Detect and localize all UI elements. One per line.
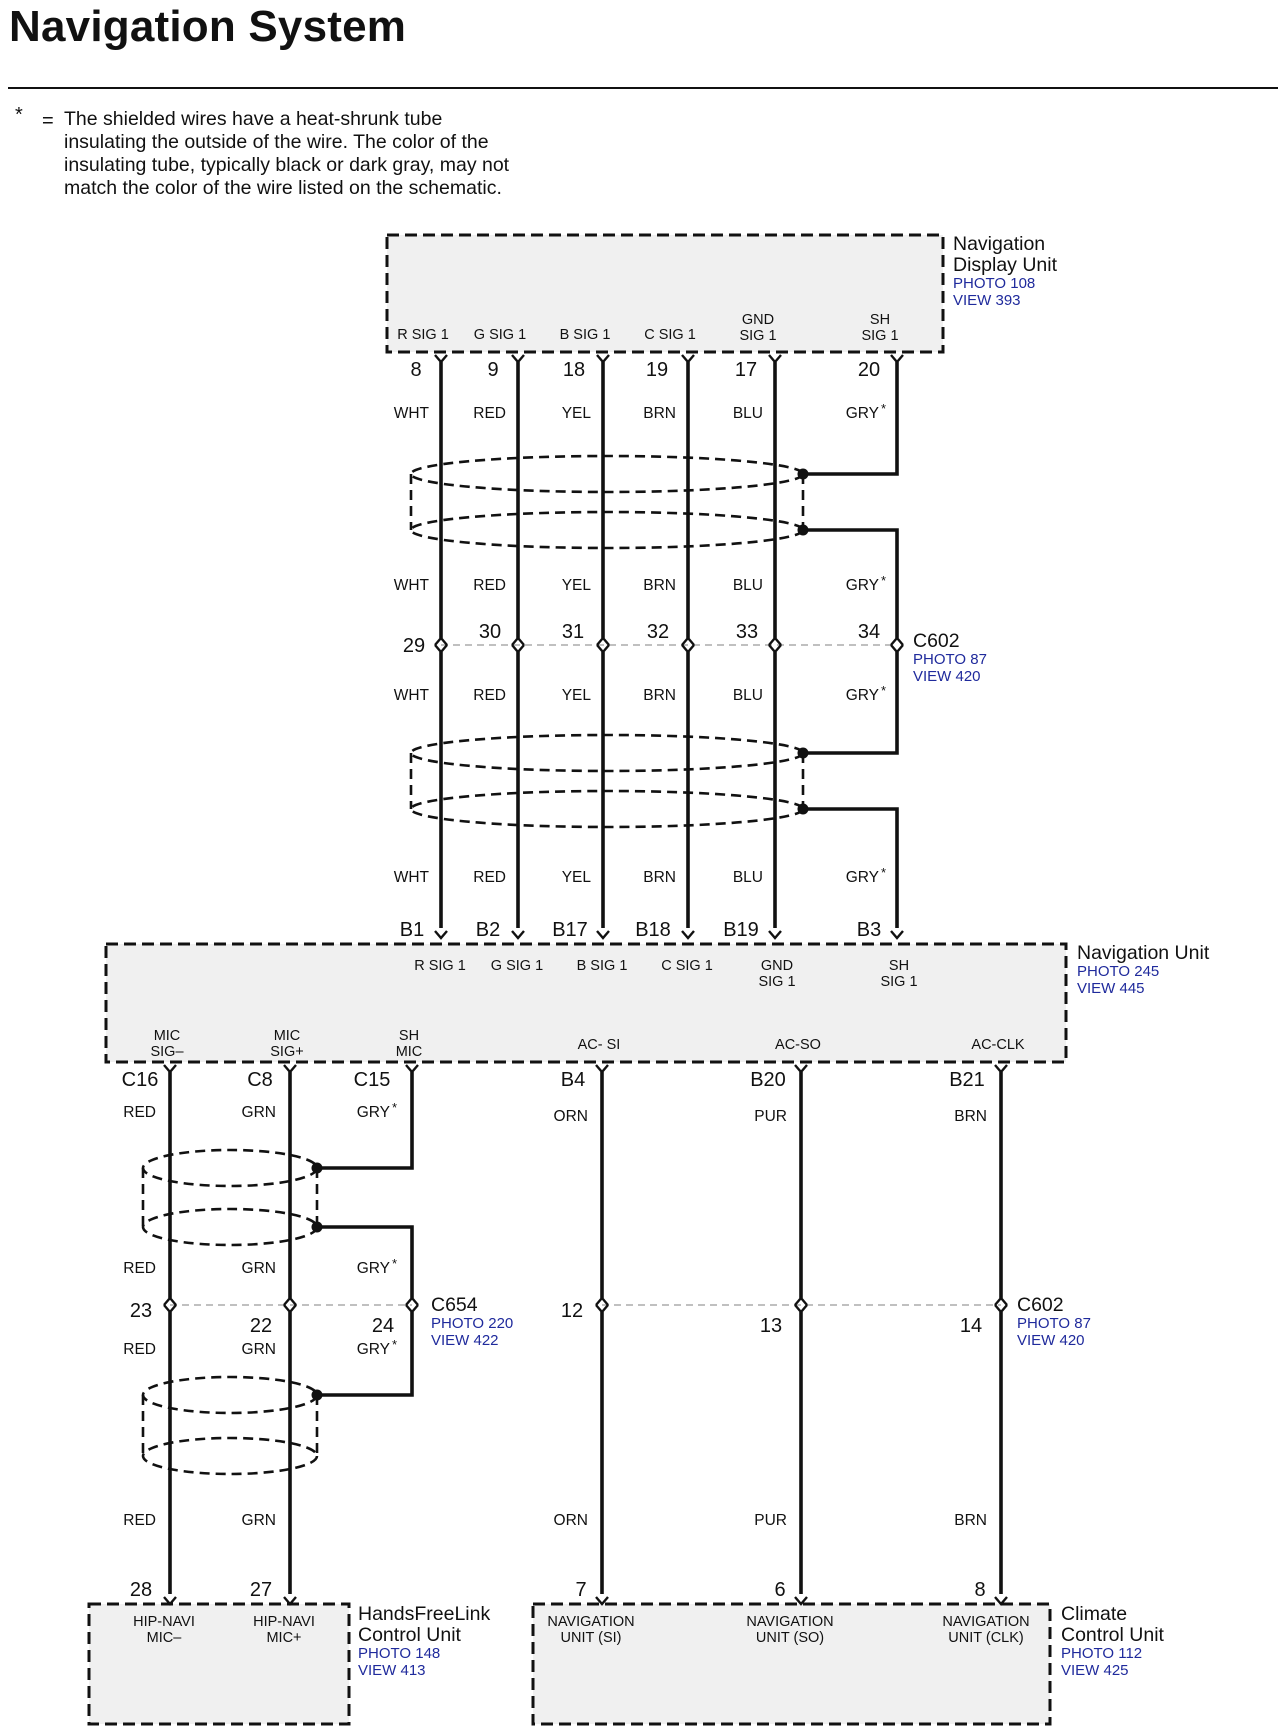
wire-color-label: RED — [123, 1104, 156, 1121]
component-name: Navigation — [953, 233, 1046, 255]
terminal-symbol — [284, 1065, 296, 1072]
pin-signal-label: MIC+ — [266, 1630, 302, 1646]
wire-color-label: RED — [473, 405, 506, 422]
component-view-ref: VIEW 413 — [358, 1662, 426, 1679]
terminal-symbol — [597, 931, 609, 938]
terminal-symbol — [682, 638, 694, 645]
wire-color-label: RED — [123, 1341, 156, 1358]
terminal-symbol — [284, 1305, 296, 1312]
wire-color-label: GRY — [845, 577, 879, 594]
shield-note-marker: * — [881, 401, 887, 416]
terminal-symbol — [512, 638, 524, 645]
pin-signal-label: UNIT (SO) — [755, 1630, 825, 1646]
pin-signal-label: NAVIGATION — [746, 1614, 834, 1630]
pin-signal-label: B SIG 1 — [576, 958, 628, 974]
component-photo-ref: PHOTO 245 — [1077, 963, 1160, 980]
wire-color-label: YEL — [561, 405, 591, 422]
component-name: HandsFreeLink — [358, 1603, 491, 1625]
shield-ellipse — [411, 456, 803, 492]
wire-color-label: RED — [473, 869, 506, 886]
terminal-symbol — [435, 931, 447, 938]
terminal-symbol — [406, 1305, 418, 1312]
pin-number: B3 — [856, 919, 882, 941]
terminal-symbol — [597, 355, 609, 362]
wire-color-label: WHT — [393, 869, 429, 886]
shield-drain-wire — [803, 472, 897, 474]
shield-note-marker: * — [392, 1100, 398, 1115]
terminal-symbol — [435, 355, 447, 362]
pin-signal-label: HIP-NAVI — [253, 1614, 315, 1630]
terminal-symbol — [164, 1298, 176, 1305]
component-view-ref: VIEW 445 — [1077, 980, 1145, 997]
terminal-symbol — [512, 931, 524, 938]
pin-signal-label: C SIG 1 — [644, 327, 696, 343]
pin-signal-label: GND — [760, 958, 794, 974]
wire-color-label: GRN — [241, 1341, 276, 1358]
shield-note-line: The shielded wires have a heat-shrunk tube — [64, 108, 443, 130]
pin-signal-label: NAVIGATION — [547, 1614, 635, 1630]
terminal-symbol — [164, 1305, 176, 1312]
wire-color-label: YEL — [561, 687, 591, 704]
pin-signal-label: SIG 1 — [880, 974, 918, 990]
wire-color-label: GRY — [356, 1341, 390, 1358]
shield-note-marker: * — [881, 865, 887, 880]
terminal-symbol — [435, 638, 447, 645]
pin-signal-label: R SIG 1 — [397, 327, 449, 343]
pin-number: B20 — [750, 1069, 786, 1091]
pin-signal-label: B SIG 1 — [559, 327, 611, 343]
pin-signal-label: MIC — [273, 1028, 301, 1044]
shield-note-marker: * — [881, 683, 887, 698]
pin-number: 8 — [410, 359, 422, 381]
connector-view-ref: VIEW 420 — [913, 668, 981, 685]
terminal-symbol — [891, 931, 903, 938]
terminal-symbol — [596, 1065, 608, 1072]
pin-signal-label: AC-CLK — [971, 1037, 1025, 1053]
pin-number: C16 — [121, 1069, 159, 1091]
pin-signal-label: SIG 1 — [739, 328, 777, 344]
terminal-symbol — [512, 645, 524, 652]
pin-number: 8 — [974, 1579, 986, 1601]
pin-number: B19 — [723, 919, 759, 941]
terminal-symbol — [769, 645, 781, 652]
pin-signal-label: HIP-NAVI — [133, 1614, 195, 1630]
wire-color-label: BLU — [732, 869, 763, 886]
terminal-symbol — [995, 1065, 1007, 1072]
component-view-ref: VIEW 393 — [953, 292, 1021, 309]
wire-color-label: WHT — [393, 577, 429, 594]
pin-number: 18 — [562, 359, 586, 381]
pin-number: 31 — [561, 621, 585, 643]
wire-color-label: RED — [473, 577, 506, 594]
component-name: Control Unit — [358, 1624, 461, 1646]
shield-drain-dot — [312, 1222, 323, 1233]
terminal-symbol — [769, 931, 781, 938]
pin-signal-label: C SIG 1 — [661, 958, 713, 974]
wire-color-label: BRN — [643, 577, 676, 594]
wire-color-label: WHT — [393, 405, 429, 422]
terminal-symbol — [682, 355, 694, 362]
pin-signal-label: UNIT (CLK) — [948, 1630, 1024, 1646]
pin-signal-label: R SIG 1 — [414, 958, 466, 974]
shield-note-symbol: * — [15, 104, 23, 126]
wire-color-label: GRY — [356, 1260, 390, 1277]
pin-signal-label: UNIT (SI) — [560, 1630, 622, 1646]
component-photo-ref: PHOTO 108 — [953, 275, 1036, 292]
pin-number: C8 — [247, 1069, 273, 1091]
connector-name: C602 — [913, 630, 960, 652]
shield-drain-dot — [798, 748, 809, 759]
pin-number: 12 — [560, 1300, 584, 1322]
wire-color-label: GRY — [356, 1104, 390, 1121]
terminal-symbol — [891, 645, 903, 652]
wire-color-label: YEL — [561, 869, 591, 886]
shield-ellipse — [411, 791, 803, 827]
pin-number: B1 — [399, 919, 425, 941]
shield-note-line: insulating tube, typically black or dark gray, may not — [64, 154, 510, 176]
shield-drain-dot — [798, 804, 809, 815]
pin-number: 14 — [959, 1315, 983, 1337]
pin-number: B17 — [552, 919, 588, 941]
pin-number: C15 — [353, 1069, 391, 1091]
pin-number: 29 — [402, 635, 426, 657]
pin-signal-label: GND — [741, 312, 775, 328]
shield-drain-dot — [312, 1390, 323, 1401]
pin-number: B21 — [949, 1069, 985, 1091]
shield-drain-dot — [798, 525, 809, 536]
terminal-symbol — [891, 355, 903, 362]
wire-color-label: GRY — [845, 869, 879, 886]
terminal-symbol — [435, 645, 447, 652]
wire-color-label: BRN — [643, 405, 676, 422]
pin-number: B18 — [635, 919, 671, 941]
pin-number: 9 — [487, 359, 499, 381]
terminal-symbol — [769, 638, 781, 645]
connector-photo-ref: PHOTO 87 — [1017, 1315, 1091, 1332]
wire-color-label: GRN — [241, 1260, 276, 1277]
terminal-symbol — [284, 1298, 296, 1305]
pin-signal-label: SIG 1 — [861, 328, 899, 344]
component-photo-ref: PHOTO 148 — [358, 1645, 441, 1662]
connector-photo-ref: PHOTO 220 — [431, 1315, 514, 1332]
terminal-symbol — [596, 1298, 608, 1305]
component-photo-ref: PHOTO 112 — [1061, 1645, 1143, 1662]
terminal-symbol — [795, 1305, 807, 1312]
shield-note-line: match the color of the wire listed on the schematic. — [64, 177, 502, 199]
pin-number: 30 — [478, 621, 502, 643]
wire-color-label: BLU — [732, 405, 763, 422]
terminal-symbol — [995, 1298, 1007, 1305]
terminal-symbol — [597, 638, 609, 645]
wire-color-label: BRN — [643, 687, 676, 704]
terminal-symbol — [406, 1065, 418, 1072]
pin-number: 19 — [645, 359, 669, 381]
wire-color-label: ORN — [553, 1512, 588, 1529]
component-name: Control Unit — [1061, 1624, 1164, 1646]
pin-number: 34 — [857, 621, 881, 643]
pin-number: 13 — [759, 1315, 783, 1337]
shield-note-marker: * — [392, 1256, 398, 1271]
shield-drain-dot — [798, 469, 809, 480]
terminal-symbol — [512, 355, 524, 362]
connector-name: C654 — [431, 1294, 478, 1316]
pin-signal-label: MIC — [395, 1044, 423, 1060]
pin-signal-label: SH — [398, 1028, 420, 1044]
pin-number: 28 — [129, 1579, 153, 1601]
wire-color-label: PUR — [754, 1512, 787, 1529]
pin-number: B4 — [560, 1069, 586, 1091]
wire-color-label: GRY — [845, 405, 879, 422]
wire-color-label: GRN — [241, 1104, 276, 1121]
wire-color-label: PUR — [754, 1108, 787, 1125]
component-name: Climate — [1061, 1603, 1128, 1625]
wire-color-label: RED — [123, 1512, 156, 1529]
pin-number: 24 — [371, 1315, 395, 1337]
terminal-symbol — [795, 1298, 807, 1305]
wire-color-label: BRN — [643, 869, 676, 886]
wire-color-label: GRY — [845, 687, 879, 704]
pin-number: 20 — [857, 359, 881, 381]
component-name: Navigation Unit — [1077, 942, 1210, 964]
pin-signal-label: SIG+ — [270, 1044, 304, 1060]
wire-color-label: BRN — [954, 1108, 987, 1125]
shield-note-line: insulating the outside of the wire. The color of the — [64, 131, 489, 153]
pin-number: 23 — [129, 1300, 153, 1322]
wire-color-label: YEL — [561, 577, 591, 594]
terminal-symbol — [597, 645, 609, 652]
terminal-symbol — [682, 645, 694, 652]
pin-number: 6 — [774, 1579, 786, 1601]
pin-signal-label: SIG 1 — [758, 974, 796, 990]
terminal-symbol — [406, 1298, 418, 1305]
shield-ellipse — [411, 512, 803, 548]
shield-note-marker: * — [881, 573, 887, 588]
pin-number: 22 — [249, 1315, 273, 1337]
pin-signal-label: G SIG 1 — [490, 958, 544, 974]
connector-view-ref: VIEW 420 — [1017, 1332, 1085, 1349]
shield-note-equals: = — [42, 110, 54, 132]
shield-note-marker: * — [392, 1337, 398, 1352]
wire-color-label: ORN — [553, 1108, 588, 1125]
wire-color-label: BLU — [732, 577, 763, 594]
pin-signal-label: SH — [869, 312, 891, 328]
terminal-symbol — [891, 638, 903, 645]
terminal-symbol — [795, 1065, 807, 1072]
wire-color-label: GRN — [241, 1512, 276, 1529]
terminal-symbol — [164, 1065, 176, 1072]
shield-ellipse — [411, 735, 803, 771]
pin-signal-label: G SIG 1 — [473, 327, 527, 343]
pin-number: 17 — [734, 359, 758, 381]
wire-color-label: BLU — [732, 687, 763, 704]
pin-signal-label: AC-SO — [775, 1037, 821, 1053]
component-view-ref: VIEW 425 — [1061, 1662, 1129, 1679]
terminal-symbol — [995, 1305, 1007, 1312]
wire-color-label: WHT — [393, 687, 429, 704]
pin-signal-label: NAVIGATION — [942, 1614, 1030, 1630]
terminal-symbol — [682, 931, 694, 938]
connector-name: C602 — [1017, 1294, 1064, 1316]
wire-color-label: RED — [123, 1260, 156, 1277]
connector-photo-ref: PHOTO 87 — [913, 651, 987, 668]
pin-number: 32 — [646, 621, 670, 643]
shield-drain-dot — [312, 1163, 323, 1174]
pin-signal-label: MIC– — [146, 1630, 182, 1646]
pin-signal-label: AC- SI — [577, 1037, 621, 1053]
page-title: Navigation System — [9, 2, 407, 51]
pin-signal-label: SH — [888, 958, 910, 974]
pin-signal-label: MIC — [153, 1028, 181, 1044]
terminal-symbol — [769, 355, 781, 362]
component-name: Display Unit — [953, 254, 1058, 276]
wire-color-label: BRN — [954, 1512, 987, 1529]
pin-signal-label: SIG– — [150, 1044, 184, 1060]
terminal-symbol — [596, 1305, 608, 1312]
wire-color-label: RED — [473, 687, 506, 704]
pin-number: 27 — [249, 1579, 273, 1601]
pin-number: 7 — [575, 1579, 587, 1601]
pin-number: 33 — [735, 621, 759, 643]
pin-number: B2 — [475, 919, 501, 941]
connector-view-ref: VIEW 422 — [431, 1332, 499, 1349]
